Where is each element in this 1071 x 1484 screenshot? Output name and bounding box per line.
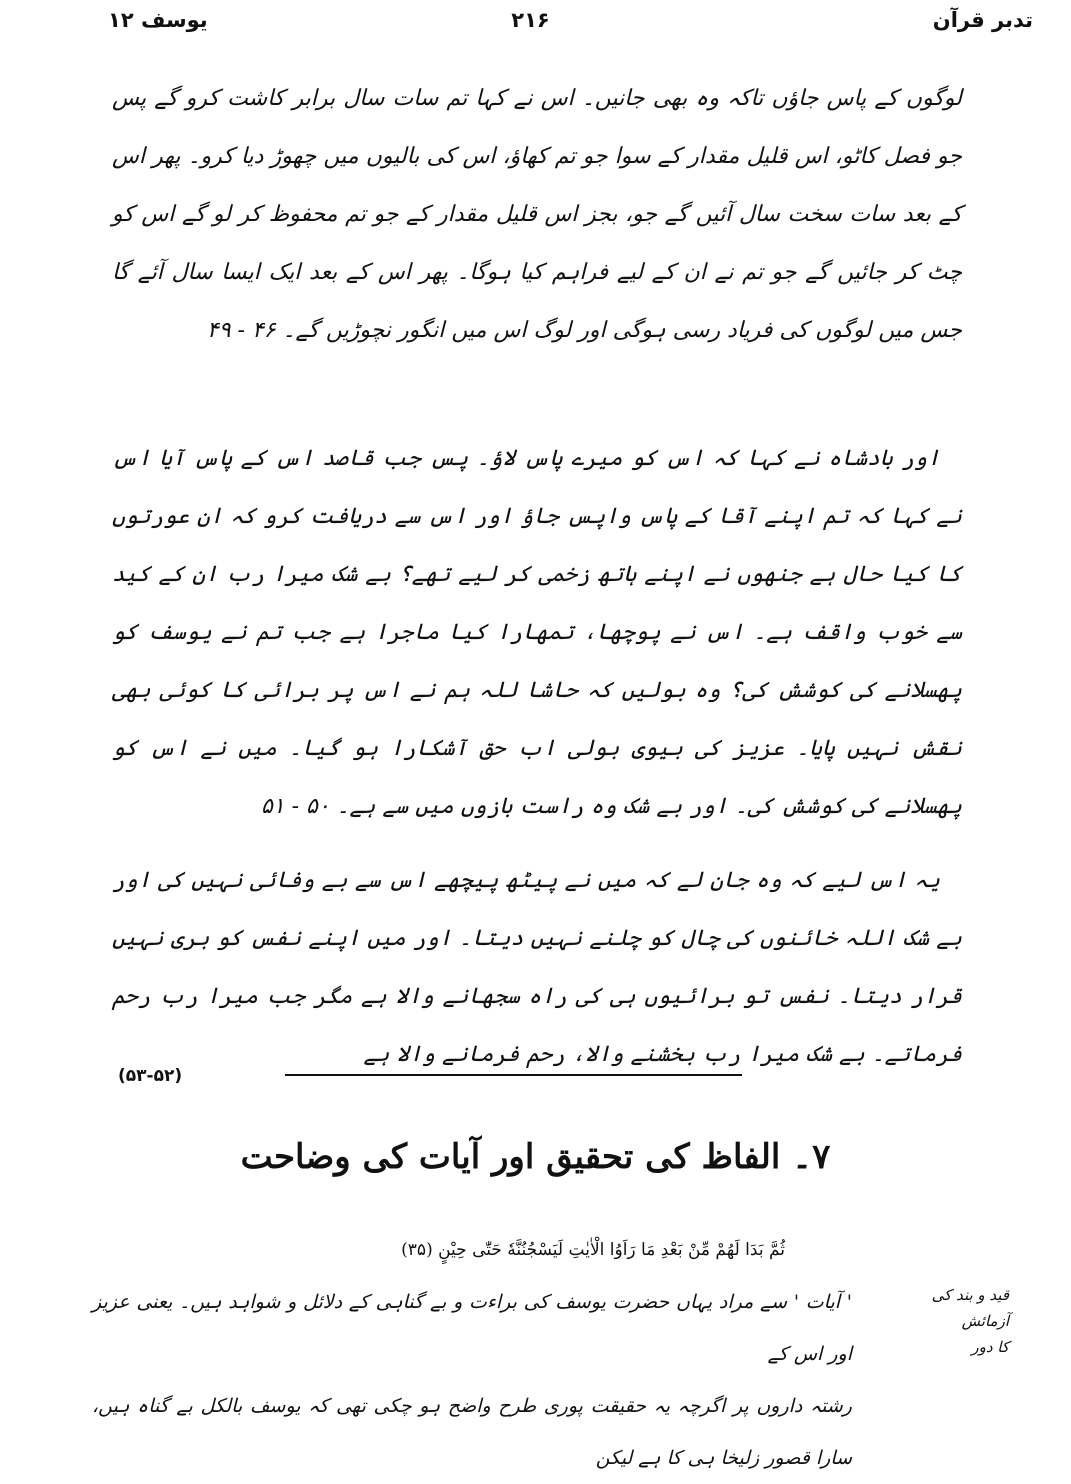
running-head-surah: یوسف ۱۲ (108, 8, 208, 32)
running-head-book-title: تدبر قرآن (932, 8, 1033, 32)
page-number: ۲۱۶ (511, 8, 550, 32)
section-heading: ۷۔ الفاظ کی تحقیق اور آیات کی وضاحت (240, 1137, 831, 1177)
commentary-text (92, 1276, 852, 1484)
commentary-block (0, 1276, 1071, 1469)
paragraph-1: لوگوں کے پاس جاؤں تاکہ وہ بھی جانیں۔ اس نے کہا تم سات سال برابر کاشت کرو گے پس جو فصل کاٹو، اس قلیل مقدار کے سوا جو تم کھاؤ، اس کی بالیوں میں چھوڑ دیا کرو۔ پھر اس کے بعد سات سخت سال آئیں گے جو، بجز اس قلیل مقدار کے جو تم محفوظ کر لو گے اس کو چٹ کر جائیں گے جو تم نے ان کے لیے فراہم کیا ہوگا۔ پھر اس کے بعد ایک ایسا سال آئے گا جس میں لوگوں کی فریاد رسی ہوگی اور لوگ اس میں انگور نچوڑیں گے۔ ۴۶ - ۴۹ (112, 86, 962, 343)
commentary-line-1: ' آیات ' سے مراد یہاں حضرت یوسف کی براءت و بے گناہی کے دلائل و شواہد ہیں۔ یعنی عزیز اور اس کے (92, 1291, 852, 1365)
section-divider (285, 1074, 742, 1076)
verse-quote: ثُمَّ بَدَا لَهُمْ مِّنْ بَعْدِ مَا رَاَوُا الْاٰيٰتِ لَيَسْجُنُنَّهٗ حَتّٰى حِيْنٍ (۳۵) (401, 1240, 785, 1260)
paragraph-2: اور بادشاہ نے کہا کہ اس کو میرے پاس لاؤ۔ پس جب قاصد اس کے پاس آیا اس نے کہا کہ تم اپنے آقا کے پاس واپس جاؤ اور اس سے دریافت کرو کہ ان عورتوں کا کیا حال ہے جنھوں نے اپنے ہاتھ زخمی کر لیے تھے؟ بے شک میرا رب ان کے کید سے خوب واقف ہے۔ اس نے پوچھا، تمھارا کیا ماجرا ہے جب تم نے یوسف کو پھسلانے کی کوشش کی؟ وہ بولیں کہ حاشا للہ ہم نے اس پر برائی کا کوئی بھی نقش نہیں پایا۔ عزیز کی بیوی بولی اب حق آشکارا ہو گیا۔ میں نے اس کو پھسلانے کی کوشش کی۔ اور بے شک وہ راست بازوں میں سے ہے۔ ۵۰ - ۵۱ (112, 446, 962, 819)
margin-note-line-1: قید و بند کی آزمائش (931, 1286, 1009, 1330)
commentary-line-2: رشتہ داروں پر اگرچہ یہ حقیقت پوری طرح واضح ہو چکی تھی کہ یوسف بالکل بے گناہ ہیں، سارا قصور زلیخا ہی کا ہے لیکن (92, 1395, 852, 1469)
margin-note (899, 1282, 1009, 1360)
margin-note-line-2: کا دور (971, 1338, 1009, 1356)
page-header (90, 4, 1033, 44)
paragraph-3: یہ اس لیے کہ وہ جان لے کہ میں نے پیٹھ پیچھے اس سے بے وفائی نہیں کی اور بے شک اللہ خائنوں کی چال کو چلنے نہیں دیتا۔ اور میں اپنے نفس کو بری نہیں قرار دیتا۔ نفس تو برائیوں ہی کی راہ سجھانے والا ہے مگر جب میرا رب رحم فرماتے۔ بے شک میرا رب بخشنے والا، رحم فرمانے والا ہے (112, 868, 962, 1067)
verse-range-reference: (۵۳-۵۲) (118, 1066, 183, 1086)
